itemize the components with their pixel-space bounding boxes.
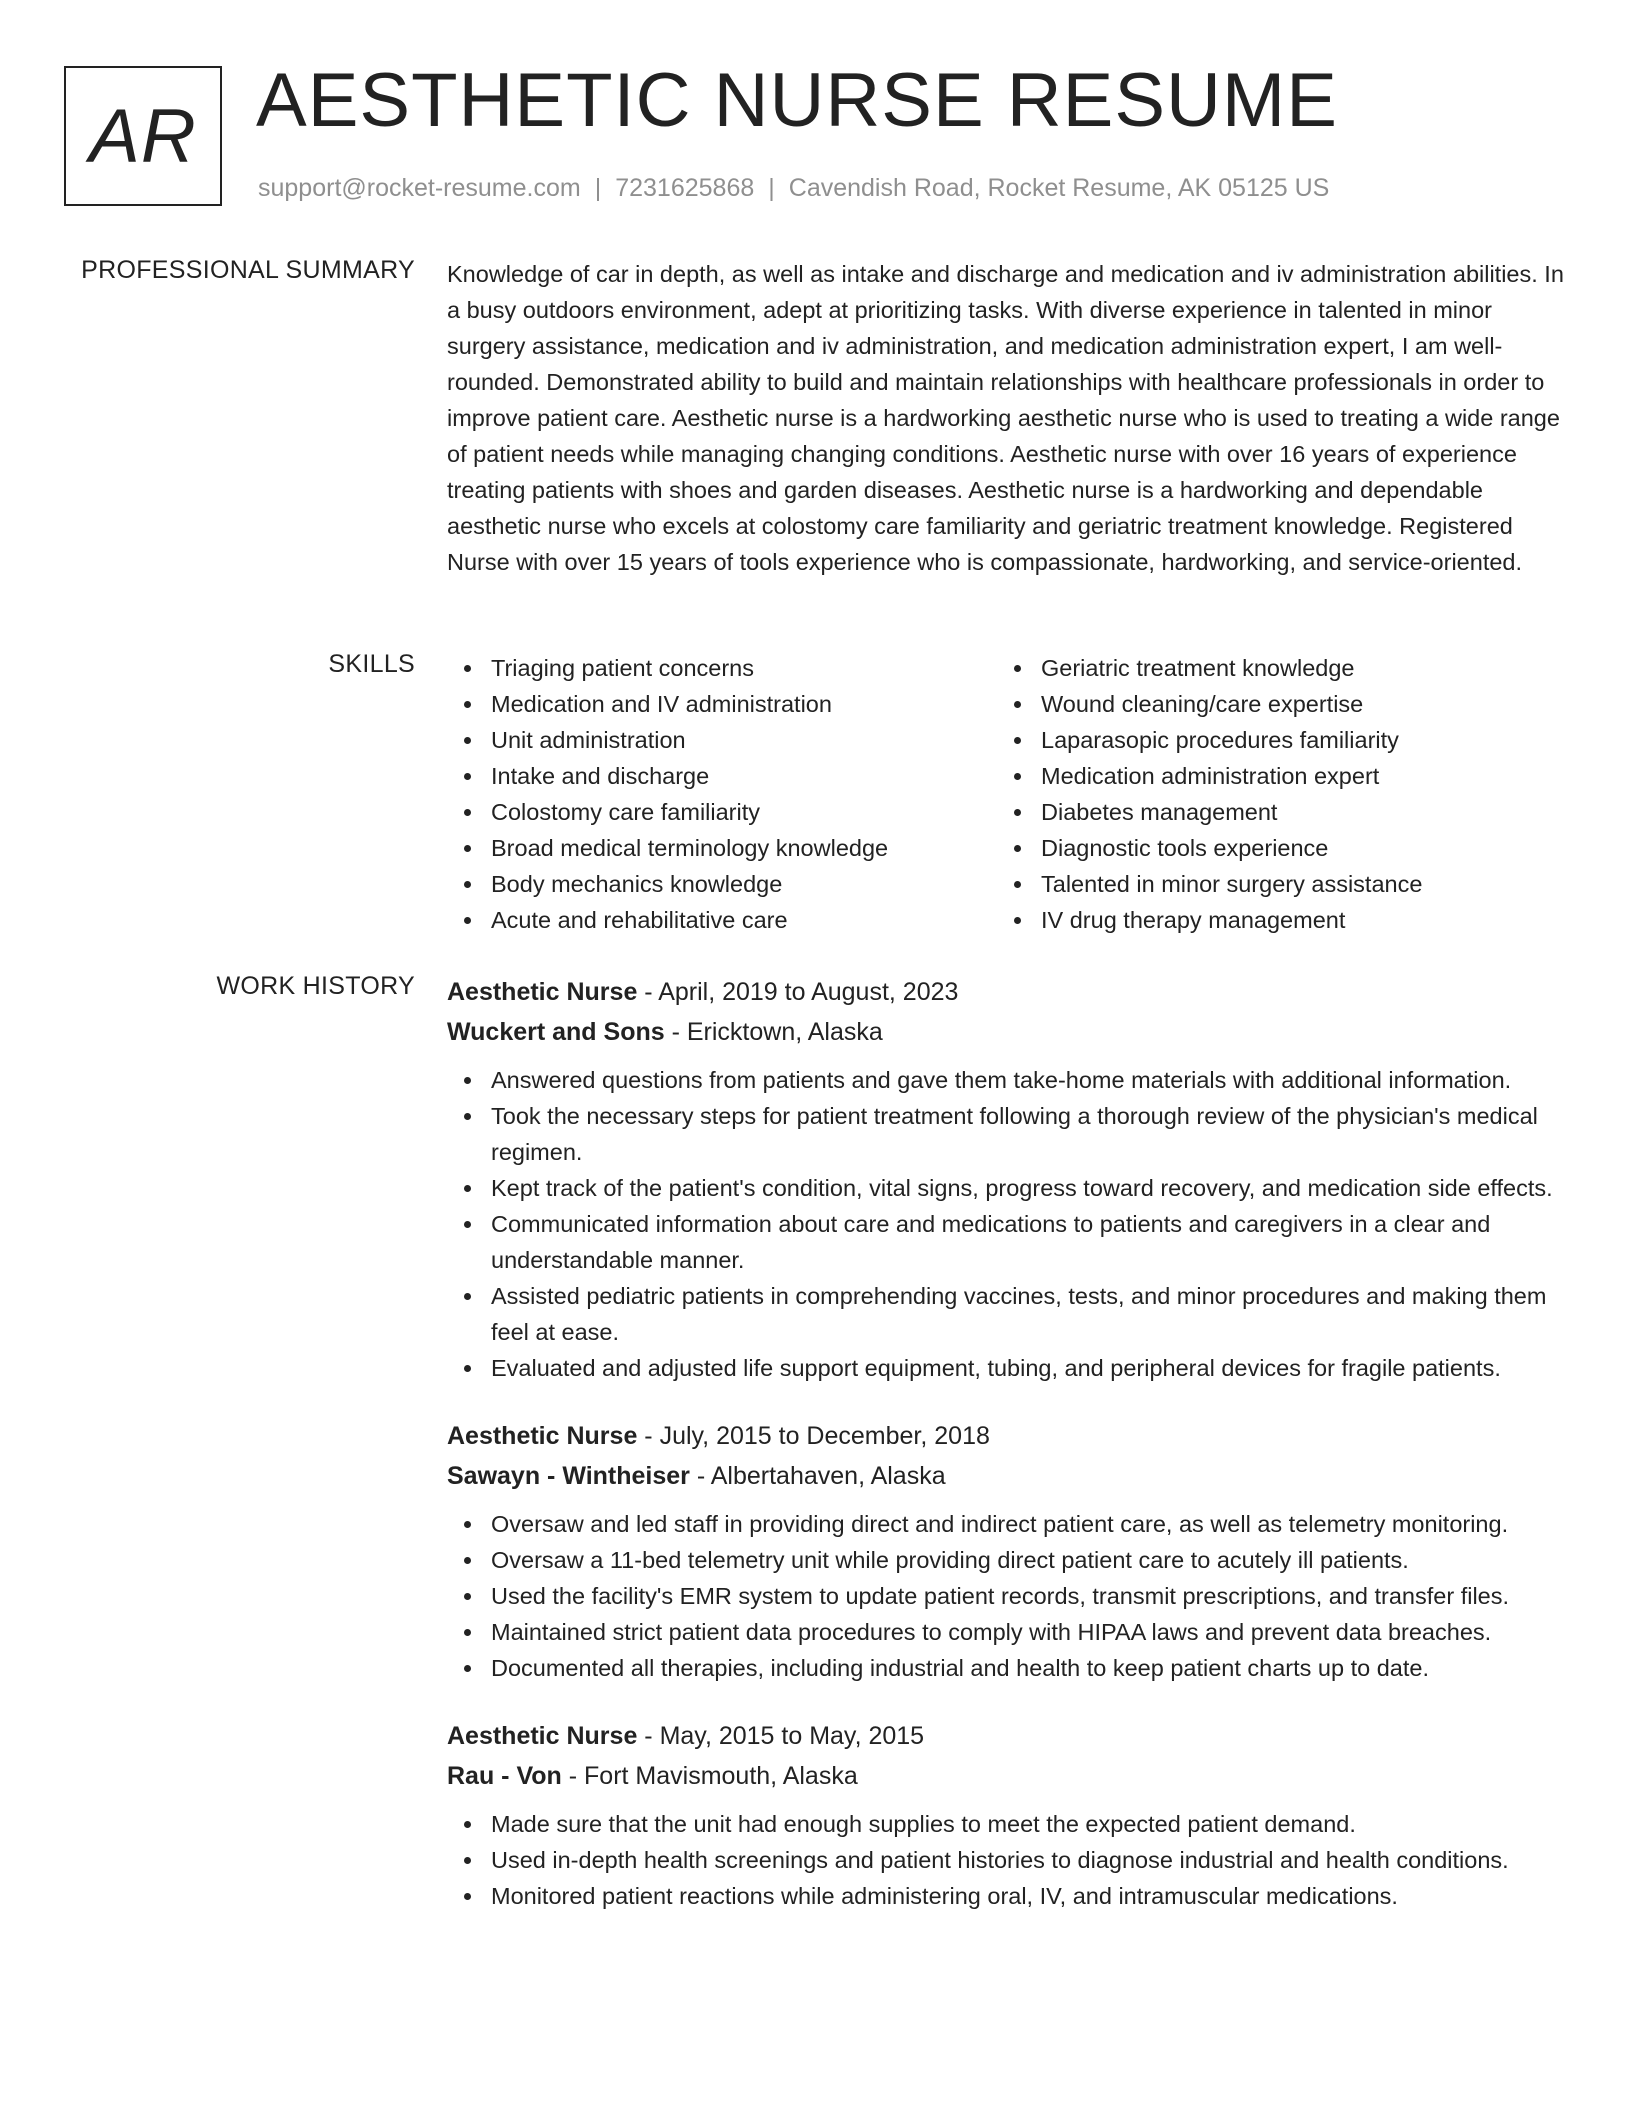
- skill-item: Talented in minor surgery assistance: [997, 866, 1547, 902]
- job-title-line: [447, 1416, 1567, 1456]
- job-company: Rau - Von: [447, 1762, 562, 1790]
- contact-address: Cavendish Road, Rocket Resume, AK 05125 US: [788, 174, 1330, 202]
- contact-separator: |: [594, 174, 602, 202]
- job-bullet: Oversaw a 11-bed telemetry unit while providing direct patient care to acutely ill patients.: [447, 1542, 1567, 1578]
- skill-item: IV drug therapy management: [997, 902, 1547, 938]
- skills-heading: SKILLS: [328, 650, 415, 678]
- skills-list-right: [997, 650, 1547, 938]
- skill-item: Wound cleaning/care expertise: [997, 686, 1547, 722]
- job-bullets: [447, 1506, 1567, 1686]
- skill-item: Acute and rehabilitative care: [447, 902, 997, 938]
- job-bullet: Assisted pediatric patients in comprehending vaccines, tests, and minor procedures and making them feel at ease.: [447, 1278, 1567, 1350]
- job-title: Aesthetic Nurse: [447, 1722, 638, 1750]
- job-location: - Fort Mavismouth, Alaska: [561, 1762, 858, 1790]
- contact-line: [258, 174, 1329, 203]
- summary-heading: PROFESSIONAL SUMMARY: [81, 256, 415, 284]
- job-company: Sawayn - Wintheiser: [447, 1462, 690, 1490]
- skill-item: Medication administration expert: [997, 758, 1547, 794]
- skill-item: Colostomy care familiarity: [447, 794, 997, 830]
- skill-item: Triaging patient concerns: [447, 650, 997, 686]
- contact-separator: |: [768, 174, 775, 202]
- job-bullets: [447, 1062, 1567, 1386]
- job-bullet: Used the facility's EMR system to update patient records, transmit prescriptions, and transfer files.: [447, 1578, 1567, 1614]
- job-company: Wuckert and Sons: [447, 1018, 665, 1046]
- skills-list-left: [447, 650, 997, 938]
- job-bullet: Communicated information about care and medications to patients and caregivers in a clear and understandable manner.: [447, 1206, 1567, 1278]
- work-history-heading: WORK HISTORY: [216, 972, 415, 1000]
- skill-item: Unit administration: [447, 722, 997, 758]
- job-bullet: Kept track of the patient's condition, vital signs, progress toward recovery, and medication side effects.: [447, 1170, 1567, 1206]
- job-dates: - April, 2019 to August, 2023: [637, 978, 959, 1006]
- job-title-line: [447, 1716, 1567, 1756]
- job-bullet: Used in-depth health screenings and patient histories to diagnose industrial and health conditions.: [447, 1842, 1567, 1878]
- job-company-line: [447, 1012, 1567, 1052]
- monogram-badge: AR: [64, 66, 222, 206]
- resume-title: AESTHETIC NURSE RESUME: [256, 58, 1338, 143]
- job-entry: [447, 1416, 1567, 1686]
- job-bullet: Took the necessary steps for patient treatment following a thorough review of the physician's medical regimen.: [447, 1098, 1567, 1170]
- skills-body: [447, 650, 1567, 938]
- job-bullet: Maintained strict patient data procedures to comply with HIPAA laws and prevent data breaches.: [447, 1614, 1567, 1650]
- job-entry: [447, 972, 1567, 1386]
- job-bullet: Evaluated and adjusted life support equipment, tubing, and peripheral devices for fragile patients.: [447, 1350, 1567, 1386]
- contact-phone[interactable]: 7231625868: [615, 174, 755, 202]
- skill-item: Intake and discharge: [447, 758, 997, 794]
- job-location: - Albertahaven, Alaska: [689, 1462, 946, 1490]
- skill-item: Geriatric treatment knowledge: [997, 650, 1547, 686]
- summary-body: [447, 256, 1567, 580]
- job-dates: - May, 2015 to May, 2015: [637, 1722, 925, 1750]
- job-title-line: [447, 972, 1567, 1012]
- skill-item: Broad medical terminology knowledge: [447, 830, 997, 866]
- work-history-body: [447, 972, 1567, 1944]
- job-title: Aesthetic Nurse: [447, 1422, 638, 1450]
- job-company-line: [447, 1456, 1567, 1496]
- job-bullet: Monitored patient reactions while administering oral, IV, and intramuscular medications.: [447, 1878, 1567, 1914]
- skill-item: Diagnostic tools experience: [997, 830, 1547, 866]
- job-bullet: Oversaw and led staff in providing direct and indirect patient care, as well as telemetry monitoring.: [447, 1506, 1567, 1542]
- skill-item: Body mechanics knowledge: [447, 866, 997, 902]
- job-bullet: Answered questions from patients and gave them take-home materials with additional information.: [447, 1062, 1567, 1098]
- contact-email[interactable]: support@rocket-resume.com: [258, 174, 581, 202]
- skill-item: Diabetes management: [997, 794, 1547, 830]
- job-dates: - July, 2015 to December, 2018: [637, 1422, 990, 1450]
- skill-item: Laparasopic procedures familiarity: [997, 722, 1547, 758]
- job-bullets: [447, 1806, 1567, 1914]
- job-bullet: Documented all therapies, including industrial and health to keep patient charts up to date.: [447, 1650, 1567, 1686]
- job-bullet: Made sure that the unit had enough supplies to meet the expected patient demand.: [447, 1806, 1567, 1842]
- job-location: - Ericktown, Alaska: [664, 1018, 883, 1046]
- skill-item: Medication and IV administration: [447, 686, 997, 722]
- job-entry: [447, 1716, 1567, 1914]
- job-company-line: [447, 1756, 1567, 1796]
- job-title: Aesthetic Nurse: [447, 978, 638, 1006]
- summary-text: Knowledge of car in depth, as well as intake and discharge and medication and iv administration abilities. In a busy outdoors environment, adept at prioritizing tasks. With diverse experience in talented in minor surgery assistance, medication and iv administration, and medication administration expert, I am well-rounded. Demonstrated ability to build and maintain relationships with healthcare professionals in order to improve patient care. Aesthetic nurse is a hardworking aesthetic nurse who is used to treating a wide range of patient needs while managing changing conditions. Aesthetic nurse with over 16 years of experience treating patients with shoes and garden diseases. Aesthetic nurse is a hardworking and dependable aesthetic nurse who excels at colostomy care familiarity and geriatric treatment knowledge. Registered Nurse with over 15 years of tools experience who is compassionate, hardworking, and service-oriented.: [447, 261, 1564, 575]
